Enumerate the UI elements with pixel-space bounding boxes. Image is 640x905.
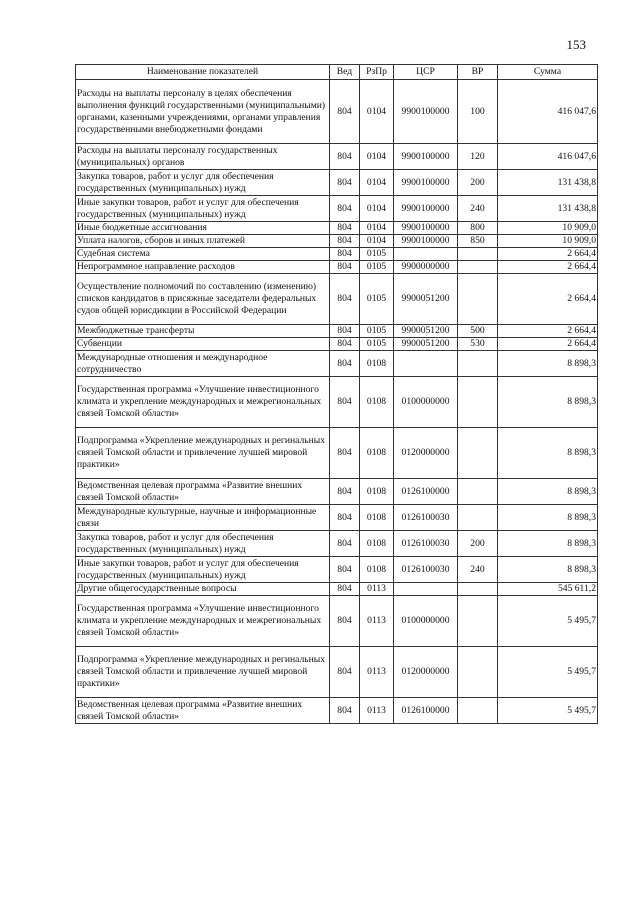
table-row xyxy=(76,698,598,724)
cell-csr: 9900100000 xyxy=(394,235,458,248)
cell-ved: 804 xyxy=(330,80,360,144)
cell-rzpr: 0108 xyxy=(360,428,394,479)
cell-rzpr: 0108 xyxy=(360,377,394,428)
table-row xyxy=(76,274,598,325)
cell-vr xyxy=(458,274,498,325)
cell-rzpr: 0108 xyxy=(360,531,394,557)
header-rzpr: РзПр xyxy=(360,65,394,80)
cell-name: Другие общегосударственные вопросы xyxy=(76,583,330,596)
cell-vr: 120 xyxy=(458,144,498,170)
table-header-row xyxy=(76,65,598,80)
cell-sum: 2 664,4 xyxy=(498,338,598,351)
cell-rzpr: 0113 xyxy=(360,596,394,647)
header-sum: Сумма xyxy=(498,65,598,80)
cell-name: Субвенции xyxy=(76,338,330,351)
cell-ved: 804 xyxy=(330,222,360,235)
cell-sum: 131 438,8 xyxy=(498,196,598,222)
cell-ved: 804 xyxy=(330,698,360,724)
cell-rzpr: 0108 xyxy=(360,479,394,505)
table-row xyxy=(76,428,598,479)
cell-name: Уплата налогов, сборов и иных платежей xyxy=(76,235,330,248)
cell-vr xyxy=(458,351,498,377)
cell-vr xyxy=(458,479,498,505)
cell-name: Ведомственная целевая программа «Развитие внешних связей Томской области» xyxy=(76,698,330,724)
cell-vr: 240 xyxy=(458,196,498,222)
cell-rzpr: 0113 xyxy=(360,583,394,596)
cell-csr xyxy=(394,351,458,377)
table-row xyxy=(76,261,598,274)
table-row xyxy=(76,479,598,505)
cell-vr: 100 xyxy=(458,80,498,144)
cell-name: Закупка товаров, работ и услуг для обеспечения государственных (муниципальных) нужд xyxy=(76,170,330,196)
cell-sum: 131 438,8 xyxy=(498,170,598,196)
cell-csr: 0126100000 xyxy=(394,479,458,505)
cell-csr: 9900100000 xyxy=(394,170,458,196)
cell-ved: 804 xyxy=(330,583,360,596)
cell-sum: 416 047,6 xyxy=(498,80,598,144)
cell-sum: 8 898,3 xyxy=(498,351,598,377)
cell-rzpr: 0108 xyxy=(360,505,394,531)
table-row xyxy=(76,583,598,596)
cell-csr: 0120000000 xyxy=(394,428,458,479)
table-row xyxy=(76,505,598,531)
cell-csr: 9900051200 xyxy=(394,325,458,338)
cell-vr xyxy=(458,248,498,261)
cell-name: Закупка товаров, работ и услуг для обеспечения государственных (муниципальных) нужд xyxy=(76,531,330,557)
cell-sum: 5 495,7 xyxy=(498,647,598,698)
cell-name: Ведомственная целевая программа «Развитие внешних связей Томской области» xyxy=(76,479,330,505)
cell-name: Расходы на выплаты персоналу в целях обеспечения выполнения функций государственными (муниципальными) органами, казенными учреждениями, органами управления государственными внебюджетными фондами xyxy=(76,80,330,144)
table-row xyxy=(76,531,598,557)
cell-sum: 8 898,3 xyxy=(498,377,598,428)
cell-ved: 804 xyxy=(330,144,360,170)
cell-sum: 8 898,3 xyxy=(498,505,598,531)
cell-sum: 2 664,4 xyxy=(498,248,598,261)
cell-rzpr: 0104 xyxy=(360,170,394,196)
cell-name: Иные бюджетные ассигнования xyxy=(76,222,330,235)
cell-sum: 416 047,6 xyxy=(498,144,598,170)
table-row xyxy=(76,222,598,235)
cell-rzpr: 0105 xyxy=(360,338,394,351)
cell-rzpr: 0105 xyxy=(360,261,394,274)
cell-rzpr: 0108 xyxy=(360,351,394,377)
cell-vr: 200 xyxy=(458,531,498,557)
cell-csr: 9900100000 xyxy=(394,144,458,170)
cell-vr: 530 xyxy=(458,338,498,351)
table-row xyxy=(76,557,598,583)
cell-rzpr: 0113 xyxy=(360,698,394,724)
cell-csr: 0100000000 xyxy=(394,377,458,428)
cell-name: Иные закупки товаров, работ и услуг для обеспечения государственных (муниципальных) нужд xyxy=(76,196,330,222)
cell-ved: 804 xyxy=(330,428,360,479)
cell-rzpr: 0108 xyxy=(360,557,394,583)
cell-csr: 0120000000 xyxy=(394,647,458,698)
cell-name: Расходы на выплаты персоналу государственных (муниципальных) органов xyxy=(76,144,330,170)
budget-table xyxy=(75,64,598,724)
cell-sum: 10 909,0 xyxy=(498,235,598,248)
cell-rzpr: 0105 xyxy=(360,325,394,338)
cell-rzpr: 0104 xyxy=(360,196,394,222)
header-csr: ЦСР xyxy=(394,65,458,80)
cell-rzpr: 0104 xyxy=(360,144,394,170)
cell-sum: 8 898,3 xyxy=(498,428,598,479)
cell-vr xyxy=(458,377,498,428)
cell-name: Государственная программа «Улучшение инвестиционного климата и укрепление международных и межрегиональных связей Томской области» xyxy=(76,377,330,428)
cell-name: Иные закупки товаров, работ и услуг для обеспечения государственных (муниципальных) нужд xyxy=(76,557,330,583)
cell-rzpr: 0104 xyxy=(360,222,394,235)
cell-vr: 500 xyxy=(458,325,498,338)
cell-csr: 9900100000 xyxy=(394,222,458,235)
cell-csr: 0126100030 xyxy=(394,557,458,583)
header-vr: ВР xyxy=(458,65,498,80)
cell-name: Подпрограмма «Укрепление международных и регинальных связей Томской области и привлечение лучшей мировой практики» xyxy=(76,647,330,698)
cell-csr: 9900051200 xyxy=(394,338,458,351)
cell-name: Межбюджетные трансферты xyxy=(76,325,330,338)
cell-name: Осуществление полномочий по составлению (изменению) списков кандидатов в присяжные заседатели федеральных судов общей юрисдикции в Российской Федерации xyxy=(76,274,330,325)
cell-ved: 804 xyxy=(330,196,360,222)
cell-csr xyxy=(394,583,458,596)
cell-sum: 8 898,3 xyxy=(498,557,598,583)
cell-ved: 804 xyxy=(330,338,360,351)
cell-ved: 804 xyxy=(330,505,360,531)
cell-sum: 2 664,4 xyxy=(498,274,598,325)
table-row xyxy=(76,596,598,647)
cell-vr xyxy=(458,428,498,479)
cell-sum: 2 664,4 xyxy=(498,325,598,338)
cell-vr: 800 xyxy=(458,222,498,235)
header-name: Наименование показателей xyxy=(76,65,330,80)
cell-ved: 804 xyxy=(330,235,360,248)
cell-csr xyxy=(394,248,458,261)
cell-ved: 804 xyxy=(330,351,360,377)
cell-vr xyxy=(458,505,498,531)
cell-rzpr: 0113 xyxy=(360,647,394,698)
table-row xyxy=(76,170,598,196)
cell-sum: 2 664,4 xyxy=(498,261,598,274)
page-number: 153 xyxy=(566,37,586,52)
cell-csr: 0100000000 xyxy=(394,596,458,647)
cell-sum: 5 495,7 xyxy=(498,596,598,647)
table-row xyxy=(76,80,598,144)
cell-ved: 804 xyxy=(330,325,360,338)
cell-csr: 9900000000 xyxy=(394,261,458,274)
cell-sum: 8 898,3 xyxy=(498,479,598,505)
cell-ved: 804 xyxy=(330,377,360,428)
cell-sum: 10 909,0 xyxy=(498,222,598,235)
cell-vr xyxy=(458,698,498,724)
cell-csr: 0126100000 xyxy=(394,698,458,724)
cell-name: Государственная программа «Улучшение инвестиционного климата и укрепление международных и межрегиональных связей Томской области» xyxy=(76,596,330,647)
cell-ved: 804 xyxy=(330,531,360,557)
table-body xyxy=(76,80,598,724)
table-row xyxy=(76,144,598,170)
cell-rzpr: 0105 xyxy=(360,274,394,325)
cell-csr: 9900100000 xyxy=(394,196,458,222)
cell-sum: 545 611,2 xyxy=(498,583,598,596)
cell-ved: 804 xyxy=(330,479,360,505)
table-row xyxy=(76,248,598,261)
cell-csr: 9900100000 xyxy=(394,80,458,144)
cell-ved: 804 xyxy=(330,557,360,583)
cell-ved: 804 xyxy=(330,248,360,261)
cell-rzpr: 0104 xyxy=(360,80,394,144)
cell-csr: 0126100030 xyxy=(394,531,458,557)
table-row xyxy=(76,196,598,222)
cell-ved: 804 xyxy=(330,170,360,196)
cell-name: Судебная система xyxy=(76,248,330,261)
cell-sum: 5 495,7 xyxy=(498,698,598,724)
cell-vr: 200 xyxy=(458,170,498,196)
cell-vr xyxy=(458,647,498,698)
cell-sum: 8 898,3 xyxy=(498,531,598,557)
table-row xyxy=(76,325,598,338)
table-row xyxy=(76,377,598,428)
table-row xyxy=(76,647,598,698)
cell-vr xyxy=(458,596,498,647)
cell-name: Международные отношения и международное сотрудничество xyxy=(76,351,330,377)
cell-name: Подпрограмма «Укрепление международных и регинальных связей Томской области и привлечение лучшей мировой практики» xyxy=(76,428,330,479)
table-row xyxy=(76,338,598,351)
cell-rzpr: 0105 xyxy=(360,248,394,261)
cell-name: Непрограммное направление расходов xyxy=(76,261,330,274)
table-row xyxy=(76,235,598,248)
cell-ved: 804 xyxy=(330,274,360,325)
header-ved: Вед xyxy=(330,65,360,80)
table-row xyxy=(76,351,598,377)
cell-ved: 804 xyxy=(330,647,360,698)
cell-csr: 9900051200 xyxy=(394,274,458,325)
cell-name: Международные культурные, научные и информационные связи xyxy=(76,505,330,531)
cell-rzpr: 0104 xyxy=(360,235,394,248)
cell-vr xyxy=(458,583,498,596)
cell-csr: 0126100030 xyxy=(394,505,458,531)
cell-vr: 850 xyxy=(458,235,498,248)
cell-ved: 804 xyxy=(330,261,360,274)
cell-vr xyxy=(458,261,498,274)
cell-vr: 240 xyxy=(458,557,498,583)
cell-ved: 804 xyxy=(330,596,360,647)
